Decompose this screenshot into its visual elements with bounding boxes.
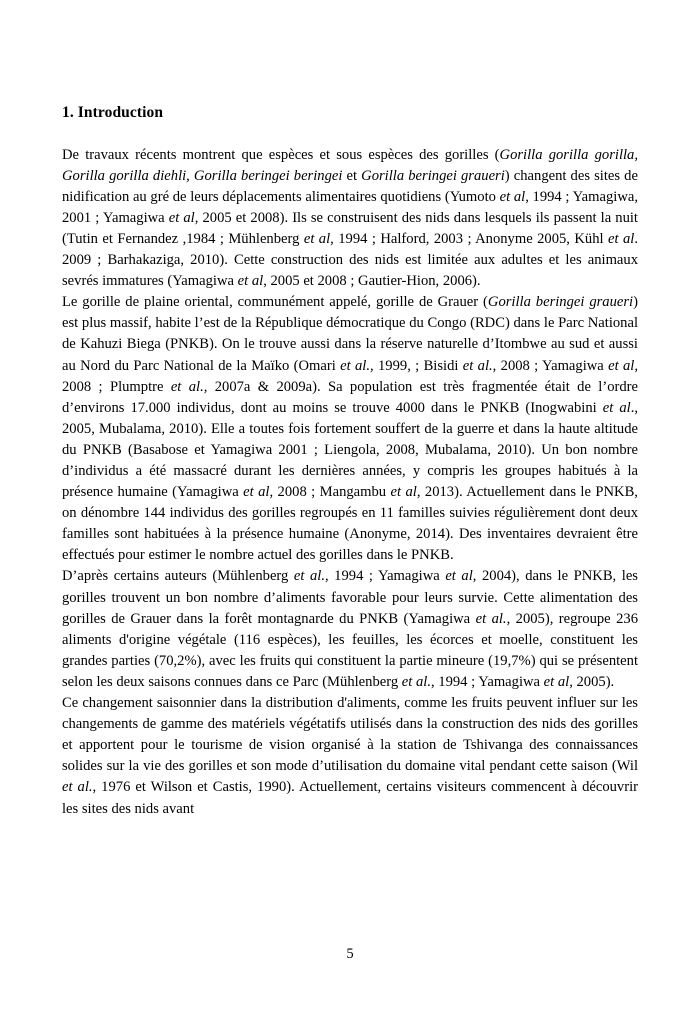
text-run: ) est plus massif, habite l’est de la République démocratique du Congo (RDC) dans le Parc National de Kahuzi Biega (PNKB). On le trouve aussi dans la réserve naturelle d’Itombwe au sud et aussi au Nord du Parc National de la Maïko (Omari [62,294,638,374]
italic-text: et al. [340,357,371,374]
text-run: Le gorille de plaine oriental, communément appelé, gorille de Grauer ( [62,294,488,311]
text-run: , 2008 ; Yamagiwa [492,357,609,374]
text-run: , 2005), regroupe 236 aliments d'origine végétale (116 espèces), les feuilles, les écorces et moelle, constituent les grandes parties (70,2%), avec les fruits qui constituent la partie mineure (19,7%) qui se présentent selon les deux saisons connues dans ce Parc (Mühlenberg [62,610,638,690]
italic-text: et al. [293,568,325,585]
italic-text: et al. [401,673,431,690]
italic-text: et al., [170,378,208,395]
text-run: , 2013). Actuellement dans le PNKB, on dénombre 144 individus des gorilles regroupés en 11 familles suivies régulièrement dont deux familles sont habituées à la présence humaine (Anonyme, 2014). Des inventaires devraient être effectués pour estimer le nombre actuel des gorilles dans le PNKB. [62,484,638,564]
paragraph-p4 [62,693,638,820]
text-run: D’après certains auteurs (Mühlenberg [62,568,294,585]
text-run: , 1994 ; Halford, 2003 ; Anonyme 2005, Kühl [330,230,609,247]
text-run: ) changent des sites de nidification au gré de leurs déplacements alimentaires quotidiens (Yumoto [62,167,638,205]
text-run: , 1994 ; Yamagiwa [324,568,446,585]
text-run: , 1994 ; Yamagiwa, 2001 ; Yamagiwa [62,188,638,226]
italic-text: et al [445,568,473,585]
italic-text: et al [243,484,270,501]
italic-text: et al [237,273,264,290]
text-run: 2007a & 2009a). Sa population est très fragmentée était de l’ordre d’environs 17.000 individus, dont au moins se trouve 4000 dans le PNKB (Inogwabini [62,378,638,416]
paragraph-p2 [62,292,638,566]
text-run: , 2005 et 2008 ; Gautier-Hion, 2006). [263,273,481,290]
italic-text: et al [390,484,417,501]
italic-text: et al [303,230,331,247]
paragraph-p3 [62,566,638,693]
text-run: De travaux récents montrent que espèces et sous espèces des gorilles ( [62,146,500,163]
text-run: et [342,167,362,184]
text-run: , 2005 et 2008). Ils se construisent des nids dans lesquels ils passent la nuit (Tutin et Fernandez ,1984 ; Mühlenberg [62,209,638,247]
body-text [62,145,638,820]
page-number: 5 [346,946,354,962]
italic-text: et al [499,188,526,205]
text-run: , 1999, ; Bisidi [370,357,463,374]
text-run: , 1976 et Wilson et Castis, 1990). Actuellement, certains visiteurs commencent à découvrir les sites des nids avant [62,779,638,817]
page-title: 1. Introduction [62,104,164,121]
italic-text: Gorilla beringei graueri [487,294,634,311]
text-run: , 2008 ; Mangambu [269,484,391,501]
text-run: 2008 ; Plumptre [62,378,171,395]
italic-text: et al. [475,610,507,627]
text-run: Ce changement saisonnier dans la distribution d'aliments, comme les fruits peuvent influer sur les changements de gamme des matériels végétatifs utilisés dans la construction des nids des gorilles et apportent pour le tourisme de vision organisé à la station de Tshivanga des connaissances solides sur la vie des gorilles et son mode d’utilisation du domaine vital pendant cette saison (Wil [62,695,638,775]
italic-text: et al. [462,357,493,374]
italic-text: et al, [543,673,573,690]
paragraph-p1 [62,145,638,293]
page-content [62,104,638,820]
italic-text: et al [168,209,195,226]
text-run: 2005). [572,673,615,690]
italic-text: et al, [608,357,638,374]
italic-text: et al [608,230,635,247]
italic-text: Gorilla beringei graueri [361,167,505,184]
text-run: , 2004), dans le PNKB, les gorilles trouvent un bon nombre d’aliments favorable pour leurs survie. Cette alimentation des gorilles de Grauer dans la forêt montagnarde du PNKB (Yamagiwa [62,568,638,627]
italic-text: Gorilla gorilla gorilla, Gorilla gorilla diehli, Gorilla beringei beringei [62,146,638,184]
italic-text: et al. [62,779,93,796]
italic-text: et al [602,399,631,416]
text-run: . 2009 ; Barhakaziga, 2010). Cette construction des nids est limitée aux adultes et les animaux sevrés immatures (Yamagiwa [62,230,638,290]
text-run: ., 2005, Mubalama, 2010). Elle a toutes fois fortement souffert de la guerre et dans la haute altitude du PNKB (Basabose et Yamagiwa 2001 ; Liengola, 2008, Mubalama, 2010). Un bon nombre d’individus a été massacré durant les dernières années, y compris les groupes habitués à la présence humaine (Yamagiwa [62,399,638,501]
text-run: , 1994 ; Yamagiwa [430,673,544,690]
